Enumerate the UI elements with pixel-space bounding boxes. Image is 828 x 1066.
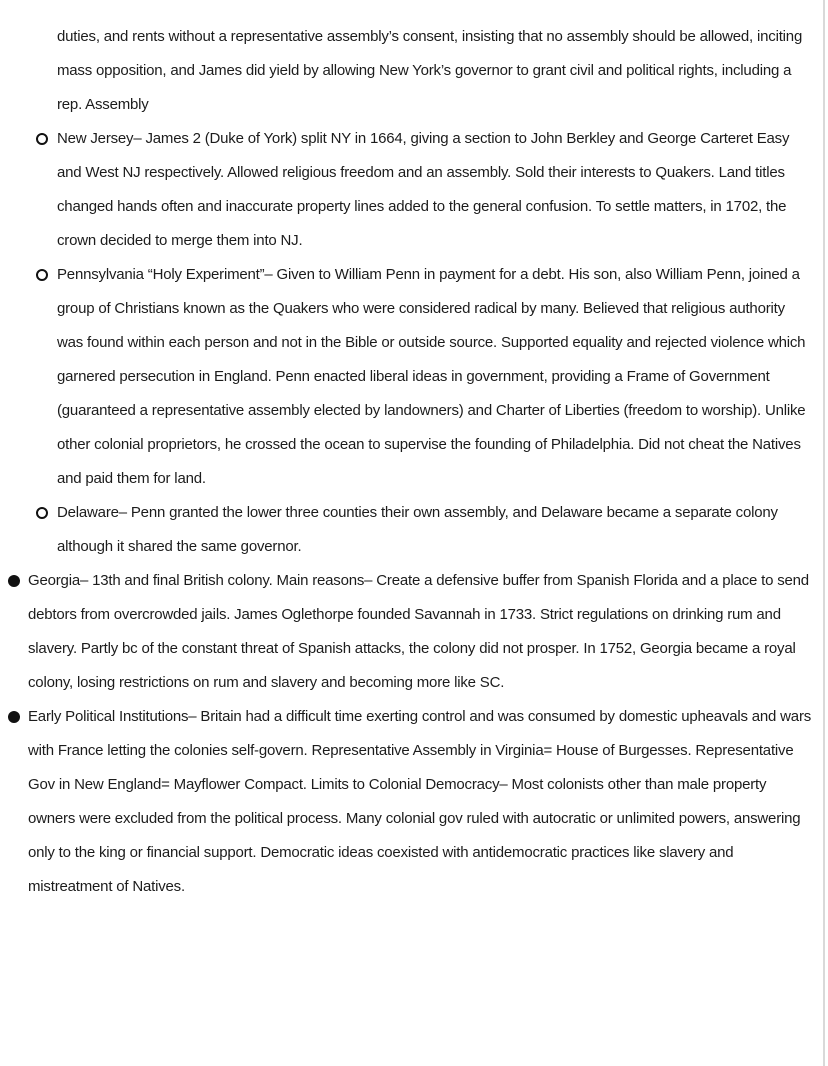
filled-circle-bullet-icon: [8, 711, 20, 723]
filled-circle-bullet-icon: [8, 575, 20, 587]
list-item: [0, 496, 828, 564]
list-item: [0, 122, 828, 258]
bullet-text-pennsylvania: Pennsylvania “Holy Experiment”– Given to William Penn in payment for a debt. His son, also William Penn, joined a group of Christians known as the Quakers who were considered radical by many. Believed that religious authority was found within each person and not in the Bible or outside source. Supported equality and rejected violence which garnered persecution in England. Penn enacted liberal ideas in government, providing a Frame of Government (guaranteed a representative assembly elected by landowners) and Charter of Liberties (freedom to worship). Unlike other colonial proprietors, he crossed the ocean to supervise the founding of Philadelphia. Did not cheat the Natives and paid them for land.: [57, 266, 806, 487]
list-item: [0, 258, 828, 496]
page-right-edge: [823, 0, 825, 1066]
hollow-circle-bullet-icon: [36, 133, 48, 145]
hollow-circle-bullet-icon: [36, 269, 48, 281]
bullet-text-georgia: Georgia– 13th and final British colony. Main reasons– Create a defensive buffer from Spanish Florida and a place to send debtors from overcrowded jails. James Oglethorpe founded Savannah in 1733. Strict regulations on drinking rum and slavery. Partly bc of the constant threat of Spanish attacks, the colony did not prosper. In 1752, Georgia became a royal colony, losing restrictions on rum and slavery and becoming more like SC.: [28, 572, 809, 691]
bullet-text-early-political-institutions: Early Political Institutions– Britain had a difficult time exerting control and was consumed by domestic upheavals and wars with France letting the colonies self-govern. Representative Assembly in Virginia= House of Burgesses. Representative Gov in New England= Mayflower Compact. Limits to Colonial Democracy– Most colonists other than male property owners were excluded from the political process. Many colonial gov ruled with autocratic or unlimited powers, answering only to the king or financial support. Democratic ideas coexisted with antidemocratic practices like slavery and mistreatment of Natives.: [28, 708, 812, 895]
continuation-text: duties, and rents without a representative assembly’s consent, insisting that no assembly should be allowed, inciting mass opposition, and James did yield by allowing New York’s governor to grant civil and political rights, including a rep. Assembly: [57, 28, 803, 113]
bullet-text-new-jersey: New Jersey– James 2 (Duke of York) split NY in 1664, giving a section to John Berkley and George Carteret Easy and West NJ respectively. Allowed religious freedom and an assembly. Sold their interests to Quakers. Land titles changed hands often and inaccurate property lines added to the general confusion. To settle matters, in 1702, the crown decided to merge them into NJ.: [57, 130, 790, 249]
hollow-circle-bullet-icon: [36, 507, 48, 519]
list-item: [0, 564, 828, 700]
bullet-text-delaware: Delaware– Penn granted the lower three counties their own assembly, and Delaware became a separate colony although it shared the same governor.: [57, 504, 778, 555]
list-item: [0, 700, 828, 904]
